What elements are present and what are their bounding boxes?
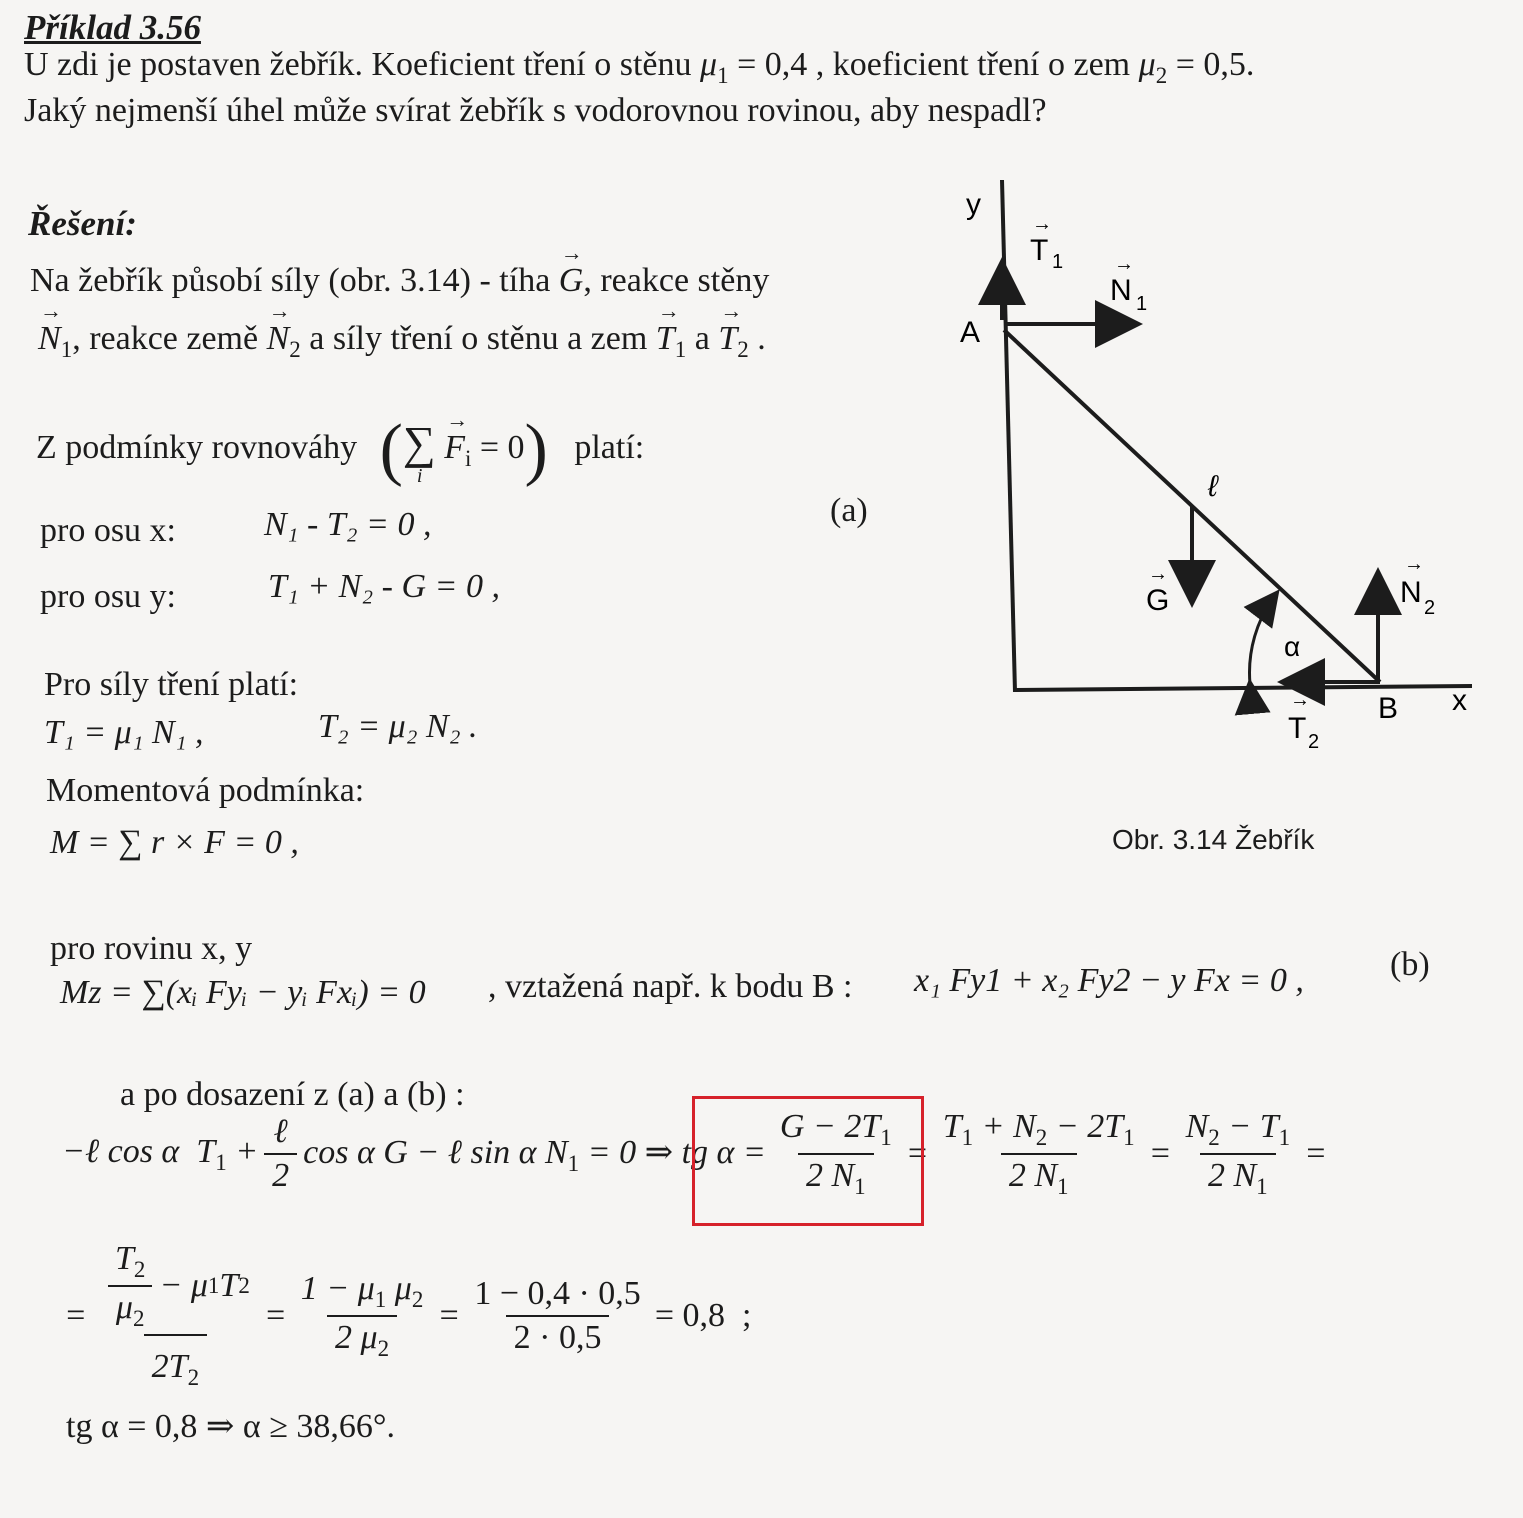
- svg-text:→: →: [1032, 213, 1052, 235]
- highlight-box: [692, 1096, 924, 1226]
- axis-x-equation: N₁ - T₂ = 0 ,: [264, 506, 432, 543]
- n2-label: N: [1400, 576, 1422, 609]
- t1-label: T: [1030, 234, 1049, 267]
- n1-sub: 1: [1136, 293, 1148, 315]
- t2-label: T: [1288, 712, 1307, 745]
- mz-right-equation: x₁ Fy1 + x₂ Fy2 − y Fx = 0 ,: [914, 962, 1304, 999]
- axis-x-label: pro osu x:: [40, 512, 176, 549]
- intro-line-2: → $N_1$, reakce země → $N_2$ a síly tření o stěnu a zem → $T_1$ $a \to T_2$ .: [38, 320, 766, 363]
- problem-title: Příklad 3.56: [24, 8, 201, 47]
- ladder-figure: [940, 170, 1500, 770]
- svg-text:→: →: [1148, 563, 1168, 585]
- l-label: ℓ: [1208, 470, 1218, 503]
- alpha-arc: [1250, 594, 1276, 684]
- axis-y-equation: T₁ + N₂ - G = 0 ,: [268, 568, 500, 605]
- t2-sub: 2: [1308, 731, 1320, 753]
- friction-eq-2: T₂ = μ₂ N₂ .: [318, 708, 478, 745]
- equation-label-a: (a): [830, 492, 868, 529]
- alpha-label: α: [1284, 631, 1301, 662]
- plane-label: pro rovinu x, y: [50, 930, 253, 967]
- wall-line: [1002, 180, 1015, 692]
- figure-caption: Obr. 3.14 Žebřík: [1112, 824, 1315, 855]
- equation-label-b: (b): [1390, 946, 1430, 983]
- svg-text:→: →: [1404, 553, 1424, 575]
- axis-y-text: y: [966, 188, 981, 221]
- axis-y-label: pro osu y:: [40, 578, 176, 615]
- substitution-heading: a po dosazení z (a) a (b) :: [120, 1076, 465, 1113]
- problem-line-1: U zdi je postaven žebřík. Koeficient tření o stěnu $\mu_1 = 0,4$ , koeficient tření o zem $\mu_2 = 0,5$.: [24, 46, 1255, 88]
- moment-heading: Momentová podmínka:: [46, 772, 365, 809]
- intro-line-1: Na žebřík působí síly (obr. 3.14) - tíha → G, reakce stěny: [30, 262, 769, 300]
- point-a-text: A: [960, 316, 981, 349]
- g-label: G: [1146, 584, 1170, 617]
- final-result: tg α = 0,8 ⇒ α ≥ 38,66°.: [66, 1408, 395, 1445]
- point-b-text: B: [1378, 692, 1399, 725]
- moment-substitution-equation: −ℓ cos α $T_1$ + ℓ 2 cos α G − ℓ sin α $N_1 = 0$ ⇒ tg α = $\frac{G - 2T_1}{2 N_1}$ = $\frac{T_1 + N_2 - 2T_1}{2 N_1}$ = $\frac{N_2 - T_1}{2 N_1}$ =: [62, 1108, 1328, 1199]
- moment-equation: M = ∑ r × F = 0 ,: [50, 824, 299, 861]
- equilibrium-line: Z podmínky rovnováhy (∑ i → $F_i = 0$) platí:: [36, 410, 644, 490]
- t1-sub: 1: [1052, 251, 1064, 273]
- mz-equation: Mz = ∑(xᵢ Fyᵢ − yᵢ Fxᵢ) = 0: [60, 974, 426, 1011]
- n1-label: N: [1110, 274, 1132, 307]
- n2-sub: 2: [1424, 597, 1436, 619]
- ground-line: [1015, 686, 1472, 690]
- solution-heading: Řešení:: [28, 204, 137, 243]
- friction-eq-1: T₁ = μ₁ N₁ ,: [44, 714, 204, 751]
- problem-line-2: Jaký nejmenší úhel může svírat žebřík s vodorovnou rovinou, aby nespadl?: [24, 92, 1047, 129]
- axis-x-text: x: [1452, 684, 1467, 717]
- svg-text:→: →: [1290, 689, 1310, 711]
- friction-heading: Pro síly tření platí:: [44, 666, 299, 703]
- svg-text:→: →: [1114, 253, 1134, 275]
- final-derivation: = $T_2$ $\mu_2$ − μ 1 T 2 $2T_2$ = $\frac{1 - \mu_1 \mu_2}{2 \mu_2}$ = $\frac{1 - 0,4 \cdot 0,5}{2 \cdot 0,5}$ = 0,8 ;: [64, 1240, 752, 1390]
- mz-text: , vztažená např. k bodu B :: [488, 968, 853, 1005]
